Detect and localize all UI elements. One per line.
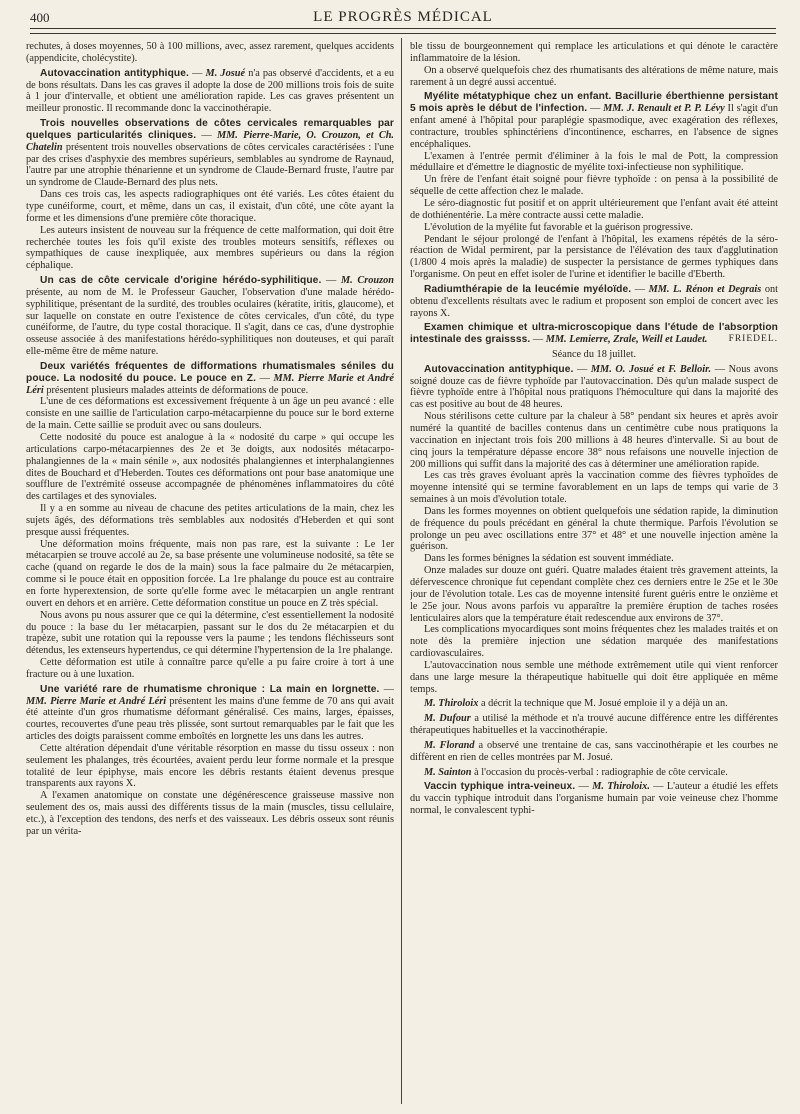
paragraph-text: a observé une trentaine de cas, sans vaccinothérapie et les courbes ne diffèrent en rien de celles montrées par M. Josué.	[410, 739, 778, 763]
paragraph: Autovaccination antityphique. — MM. O. Josué et F. Belloir. — Nous avons soigné douze cas de fièvre typhoïde par l'autovaccination. Dès qu'un malade suspect de fièvre typhoïde entre à l'hôpital nous pratiquons l'hémoculture qui dans la majorité des cas est positive au bout de 48 heures.	[410, 363, 778, 411]
paragraph-text: — Nous avons soigné douze cas de fièvre typhoïde par l'autovaccination. Dès qu'un malade suspect de fièvre typhoïde entre à l'hôpital nous pratiquons l'hémoculture qui dans la majorité des cas est positive au bout de 48 heures.	[410, 363, 778, 411]
paragraph: Une variété rare de rhumatisme chronique : La main en lorgnette. — MM. Pierre Marie et André Léri présentent les mains d'une femme de 70 ans qui avait été atteinte d'un gros rhumatisme déformant généralisé. Ces mains, larges, épaisses, courtes, recouvertes d'une peau très plissée, sont surtout remarquables par le fait que les articles des doigts paraissent comme emboîtés en lorgnette les uns dans les autres.	[26, 683, 394, 743]
article-section	[26, 41, 394, 65]
paragraph: Dans les formes bénignes la sédation est souvent immédiate.	[424, 553, 674, 565]
paragraph: Les auteurs insistent de nouveau sur la fréquence de cette malformation, qui doit être recherchée toutes les fois qu'il existe des troubles moteurs sensitifs, réflexes ou sympathiques de cause inexpliquée, aux membres supérieurs ou dans la région céphalique.	[26, 224, 394, 272]
article-title: Radiumthérapie de la leucémie myéloïde.	[424, 283, 632, 295]
paragraph-text: à l'occasion du procès-verbal : radiographie de côte cervicale.	[474, 766, 728, 778]
article-section	[26, 275, 394, 358]
paragraph: Deux variétés fréquentes de difformations rhumatismales séniles du pouce. La nodosité du pouce. Le pouce en Z. — MM. Pierre Marie et André Léri présentent plusieurs malades atteints de déformations de pouce.	[26, 360, 394, 396]
paragraph-text: présente, au nom de M. le Professeur Gaucher, l'observation d'une malade hérédo-syphilitique, présentant de la surdité, des troubles oculaires (kératite, iritis, glaucome), et sur laquelle on constate en outre l'existence de côtes cervicales, d'un côté, du type cunéiforme, de l'autre, du type costal thoracique. Il s'agit, dans ce cas, d'une dystrophie osseuse associée à des manifestations hérédo-syphilitiques non douteuses, et qui paraît elle-même être de même nature.	[26, 286, 394, 358]
article-title: Un cas de côte cervicale d'origine hérédo-syphilitique.	[40, 275, 322, 287]
paragraph: Un frère de l'enfant était soigné pour fièvre typhoïde : on pensa à la possibilité de séquelle de cette affection chez le malade.	[410, 174, 778, 198]
article-title: Une variété rare de rhumatisme chronique : La main en lorgnette.	[40, 683, 380, 695]
article-authors: M. Sainton	[424, 766, 472, 778]
article-section	[410, 284, 778, 320]
paragraph: Cette déformation est utile à connaître parce qu'elle a pu faire croire à tort à une fracture ou à une luxation.	[26, 657, 394, 680]
article-authors: M. Dufour	[424, 713, 471, 725]
paragraph-text: n'a pas observé d'accidents, et a eu de bons résultats. Dans les cas graves il adopte la dose de 200 millions trois fois de suite à 1 jour d'intervalle, et obtient une amélioration rapide. Les cas graves présentent un meilleur pronostic. Il recommande donc la vaccinothérapie.	[26, 67, 394, 115]
paragraph: Nous stérilisons cette culture par la chaleur à 58° pendant six heures et après avoir numéré la quantité de bacilles contenus dans un centimètre cube nous pratiquons la vaccination en injectant trois fois 200 millions à 48 heures d'intervalle. Si au bout de cinq jours la température dépasse encore 38° nous refaisons une nouvelle injection de 200 millions qui suffit dans la majorité des cas à déterminer une amélioration rapide.	[410, 411, 778, 470]
paragraph	[410, 41, 778, 65]
paragraph: Radiumthérapie de la leucémie myéloïde. — MM. L. Rénon et Degrais ont obtenu d'excellents résultats avec le radium et proposent son emploi de concert avec les rayons X.	[410, 283, 778, 319]
article-section	[410, 698, 778, 710]
paragraph: Dans ces trois cas, les aspects radiographiques ont été variés. Les côtes étaient du type cunéiforme, court, et même, dans un cas, il existait, d'un côté, une côte ayant la forme et les dimensions d'une première côte thoracique.	[26, 189, 394, 224]
paragraph: Onze malades sur douze ont guéri. Quatre malades étaient très gravement atteints, la défervescence chronique fut cependant complète chez ces derniers entre le 25e et le 30e jour de l'évolution totale. Les cas de moyenne intensité furent guéris entre le onzième et le 25e jour. Nous avons parfois vu apparaître la première éruption de taches rosées lenticulaires alors que la température était redescendue aux environs de 37°.	[410, 565, 778, 624]
paragraph-text: ont obtenu d'excellents résultats avec le radium et proposent son emploi de concert avec les rayons X.	[410, 283, 778, 319]
article-section	[410, 91, 778, 281]
paragraph: Les complications myocardiques sont moins fréquentes chez les malades traités et on note dès la première injection une sédation marquée des manifestations cardiovasculaires.	[410, 624, 778, 660]
article-authors: MM. Pierre Marie et André Léri	[26, 372, 394, 396]
running-header	[30, 6, 776, 29]
article-authors: M. Josué	[205, 67, 246, 79]
paragraph: Pendant le séjour prolongé de l'enfant à l'hôpital, les examens répétés de la séro-réaction de Widal permirent, par la persistance de l'élévation des taux d'agglutination (1/800 4 mois après la maladie) de suspecter la persistance de germes typhiques dans l'organisme. On peut en effet isoler de l'urine et identifier le bacille d'Eberth.	[410, 233, 778, 281]
article-authors: M. Thiroloix.	[592, 781, 650, 793]
article-section	[26, 361, 394, 681]
paragraph-text: rechutes, à doses moyennes, 50 à 100 millions, avec, assez rarement, quelques accidents (appendicite, cholécystite).	[26, 41, 394, 64]
column-divider	[401, 38, 402, 1104]
article-title: Vaccin typhique intra-veineux.	[424, 781, 576, 793]
paragraph: L'autovaccination nous semble une méthode extrêmement utile qui vient renforcer dans une large mesure la thérapeutique habituelle qui doit être appliquée en même temps.	[410, 659, 778, 695]
paragraph-text: ble tissu de bourgeonnement qui remplace les articulations et qui dénote le caractère inflammatoire de la lésion.	[410, 41, 778, 64]
paragraph: Cette altération dépendait d'une véritable résorption en masse du tissu osseux : non seulement les phalanges, très écourtées, avaient perdu leur forme normale et la presque totalité de leur épiphyse, mais encore les débris restants étaient devenus presque transparents aux rayons X.	[26, 742, 394, 790]
page-number: 400	[30, 10, 50, 25]
paragraph: Autovaccination antityphique. — M. Josué n'a pas observé d'accidents, et a eu de bons résultats. Dans les cas graves il adopte la dose de 200 millions trois fois de suite à 1 jour d'intervalle, et obtient une amélioration rapide. Les cas graves présentent un meilleur pronostic. Il recommande donc la vaccinothérapie.	[26, 67, 394, 115]
paragraph: On a observé quelquefois chez des rhumatisants des altérations de même nature, mais rarement à un degré aussi accentué.	[410, 64, 778, 88]
article-section	[410, 41, 778, 88]
paragraph: Examen chimique et ultra-microscopique dans l'étude de l'absorption intestinale des graissss. — MM. Lemierre, Zrale, Weill et Laudet.	[410, 322, 778, 346]
article-section	[26, 68, 394, 115]
paragraph: L'une de ces déformations est excessivement fréquente à un âge un peu avancé : elle consiste en une saillie de l'articulation carpo-métacarpienne du pouce sur le bord externe de la main. Cette saillie se produit avec ou sans douleurs.	[26, 396, 394, 432]
paragraph: Une déformation moins fréquente, mais non pas rare, est la suivante : Le 1er métacarpien se trouve accolé au 2e, sa base présente une volumineuse nodosité, sa tête se cache (quand on regarde le dos de la main) sous la face palmaire du 2e métacarpien, comme si le pouce était en opposition forcée. La 1re phalange du pouce est au contraire en forte hyperextension, de sorte qu'elle forme avec le métacarpien un angle rentrant ouvert en dehors et en arrière. Cette déformation constitue un pouce en Z très spécial.	[26, 538, 394, 609]
author-signature: FRIEDEL.	[728, 334, 778, 345]
article-title: Autovaccination antityphique.	[424, 363, 574, 375]
paragraph	[410, 740, 778, 764]
paragraph-text: présentent les mains d'une femme de 70 ans qui avait été atteinte d'un gros rhumatisme déformant généralisé. Ces mains, larges, épaisses, courtes, recouvertes d'une peau très plissée, sont surtout remarquables par le fait que les articles des doigts paraissent comme emboîtés en lorgnette les uns dans les autres.	[26, 695, 394, 743]
article-authors: MM. L. Rénon et Degrais	[648, 283, 762, 295]
paragraph: L'examen à l'entrée permit d'éliminer à la fois le mal de Pott, la compression médullaire et d'émettre le diagnostic de myélite toxi-infectieuse non syphilitique.	[410, 150, 778, 174]
article-title: Examen chimique et ultra-microscopique dans l'étude de l'absorption intestinale des graissss.	[410, 322, 778, 346]
paragraph	[26, 41, 394, 65]
article-section	[410, 767, 778, 779]
journal-title: LE PROGRÈS MÉDICAL	[313, 9, 493, 25]
article-section	[26, 684, 394, 838]
paragraph: Trois nouvelles observations de côtes cervicales remarquables par quelques particularités cliniques. — MM. Pierre-Marie, O. Crouzon, et Ch. Chatelin présentent trois nouvelles observations de côtes cervicales caractérisées : l'une par des crises d'asphyxie des membres supérieurs, semblables au syndrome de Raynaud, l'autre par une atrophie thénarienne et un syndrome de Claude-Bernard fruste, l'autre par un syndrome de Claude-Bernard des plus nets.	[26, 118, 394, 189]
article-title: Myélite métatyphique chez un enfant. Bacillurie éberthienne persistant 5 mois après le début de l'infection.	[410, 91, 778, 115]
paragraph	[410, 698, 778, 710]
article-title: Trois nouvelles observations de côtes cervicales remarquables par quelques particularités cliniques.	[26, 118, 394, 141]
paragraph: Les cas très graves évoluant après la vaccination comme des fièvres typhoïdes de moyenne intensité qui se termine favorablement en un laps de temps qui varie de 3 semaines à un mois d'évolution totale.	[410, 470, 778, 506]
article-title: Deux variétés fréquentes de difformations rhumatismales séniles du pouce. La nodosité du pouce. Le pouce en Z.	[26, 360, 394, 384]
paragraph: Il y a en somme au niveau de chacune des petites articulations de la main, chez les sujets âgés, des déformations très semblables aux nodosités d'Heberden et qui sont presque aussi fréquentes.	[26, 503, 394, 538]
paragraph: Myélite métatyphique chez un enfant. Bacillurie éberthienne persistant 5 mois après le début de l'infection. — MM. J. Renault et P. P. Lévy Il s'agit d'un enfant amené à l'hôpital pour paraplégie spasmodique, avec exagération des réflexes, contracture, troubles sphinctériens d'incontinence, escharres, en l'absence de signes encéphaliques.	[410, 91, 778, 150]
article-authors: M. Florand	[424, 739, 475, 751]
paragraph: Dans les formes moyennes on obtient quelquefois une sédation rapide, la diminution de fréquence du pouls précédant en général la chute thermique. Parfois l'évolution se prolonge un peu avec oscillations entre 37° et 48° et une nouvelle injection amène la guérison.	[410, 505, 778, 553]
paragraph-text: a décrit la technique que M. Josué emploie il y a déjà un an.	[480, 698, 728, 710]
paragraph: Vaccin typhique intra-veineux. — M. Thiroloix. — L'auteur a étudié les effets du vaccin typhique introduit dans l'organisme humain par voie veineuse chez l'homme normal, le convalescent typhi-	[410, 781, 778, 817]
article-authors: MM. Pierre-Marie, O. Crouzon, et Ch. Chatelin	[26, 129, 394, 153]
paragraph: Le séro-diagnostic fut positif et on apprit ultérieurement que l'enfant avait été atteint de dothiénentérie. La mère contracte aussi cette maladie.	[410, 197, 778, 221]
paragraph-text: présentent trois nouvelles observations de côtes cervicales caractérisées : l'une par des crises d'asphyxie des membres supérieurs, semblables au syndrome de Raynaud, l'autre par une atrophie thénarienne et un syndrome de Claude-Bernard fruste, l'autre par un syndrome de Claude-Bernard des plus nets.	[26, 141, 394, 189]
article-section	[410, 740, 778, 764]
paragraph: Un cas de côte cervicale d'origine hérédo-syphilitique. — M. Crouzon présente, au nom de M. le Professeur Gaucher, l'observation d'une malade hérédo-syphilitique, présentant de la surdité, des troubles oculaires (kératite, iritis, glaucome), et sur laquelle on constate en outre l'existence de côtes cervicales, d'un côté, du type cunéiforme, de l'autre, du type costal thoracique. Il s'agit, dans ce cas, d'une dystrophie osseuse associée à des manifestations hérédo-syphilitiques non douteuses, et qui paraît elle-même être de même nature.	[26, 275, 394, 358]
article-authors: MM. Pierre Marie et André Léri	[26, 695, 167, 707]
paragraph	[410, 713, 778, 737]
article-section	[410, 713, 778, 737]
article-section	[410, 322, 778, 346]
paragraph-text: Il s'agit d'un enfant amené à l'hôpital pour paraplégie spasmodique, avec exagération des réflexes, contracture, troubles sphinctériens d'incontinence, escharres, en l'absence de signes encéphaliques.	[410, 103, 778, 150]
paragraph: Nous avons pu nous assurer que ce qui la détermine, c'est essentiellement la nodosité du pouce : la base du 1er métacarpien, passant sur le dos du 2e métacarpien et du trapèze, subit une rotation qui la repousse vers la paume ; les tendons fléchisseurs sont détendus, les extenseurs hypertendus, ce qui détermine l'hypertension de la 1re phalange.	[26, 609, 394, 657]
paragraph: L'évolution de la myélite fut favorable et la guérison progressive.	[424, 221, 693, 233]
paragraph-text: — L'auteur a étudié les effets du vaccin typhique introduit dans l'organisme humain par voie veineuse chez l'homme normal, le convalescent typhi-	[410, 781, 778, 817]
paragraph	[410, 767, 778, 779]
paragraph: A l'examen anatomique on constate une dégénérescence graisseuse massive non seulement des os, mais aussi des différents tissus de la main (muscles, tissu cellulaire, etc.), à l'exception des tendons, des nerfs et des vaisseaux. Les débris osseux sont réunis par un vérita-	[26, 790, 394, 837]
article-authors: MM. O. Josué et F. Belloir.	[590, 363, 712, 375]
article-authors: MM. J. Renault et P. P. Lévy	[603, 103, 725, 115]
paragraph: Cette nodosité du pouce est analogue à la « nodosité du carpe » qui occupe les articulations carpo-métacarpiennes des 2e et 3e doigts, aux nodosités métacarpo-phalangiennes de la « main sénile », aux nodosités phalangiennes et interphalangiennes dites de Bouchard et d'Heberden. Toutes ces déformations ont pour base anatomique une soufflure de l'extrémité osseuse accompagnée de phénomènes inflammatoires du côté des cartilages et des synoviales.	[26, 432, 394, 503]
article-section	[410, 364, 778, 696]
right-column	[410, 38, 778, 1108]
article-authors: M. Thiroloix	[424, 698, 479, 710]
paragraph-text: présentent plusieurs malades atteints de déformations de pouce.	[46, 384, 309, 396]
session-date: Séance du 18 juillet.	[551, 348, 637, 360]
paragraph-text: a utilisé la méthode et n'a trouvé aucune différence entre les différentes thérapeutiques habituelles et la vaccinothérapie.	[410, 713, 778, 737]
left-column	[26, 38, 394, 1108]
article-section	[26, 118, 394, 272]
article-title: Autovaccination antityphique.	[40, 67, 189, 79]
article-section	[410, 349, 778, 361]
article-authors: M. Crouzon	[340, 275, 394, 287]
article-section	[410, 781, 778, 817]
header-rule	[30, 33, 776, 34]
article-authors: MM. Lemierre, Zrale, Weill et Laudet.	[545, 334, 708, 346]
